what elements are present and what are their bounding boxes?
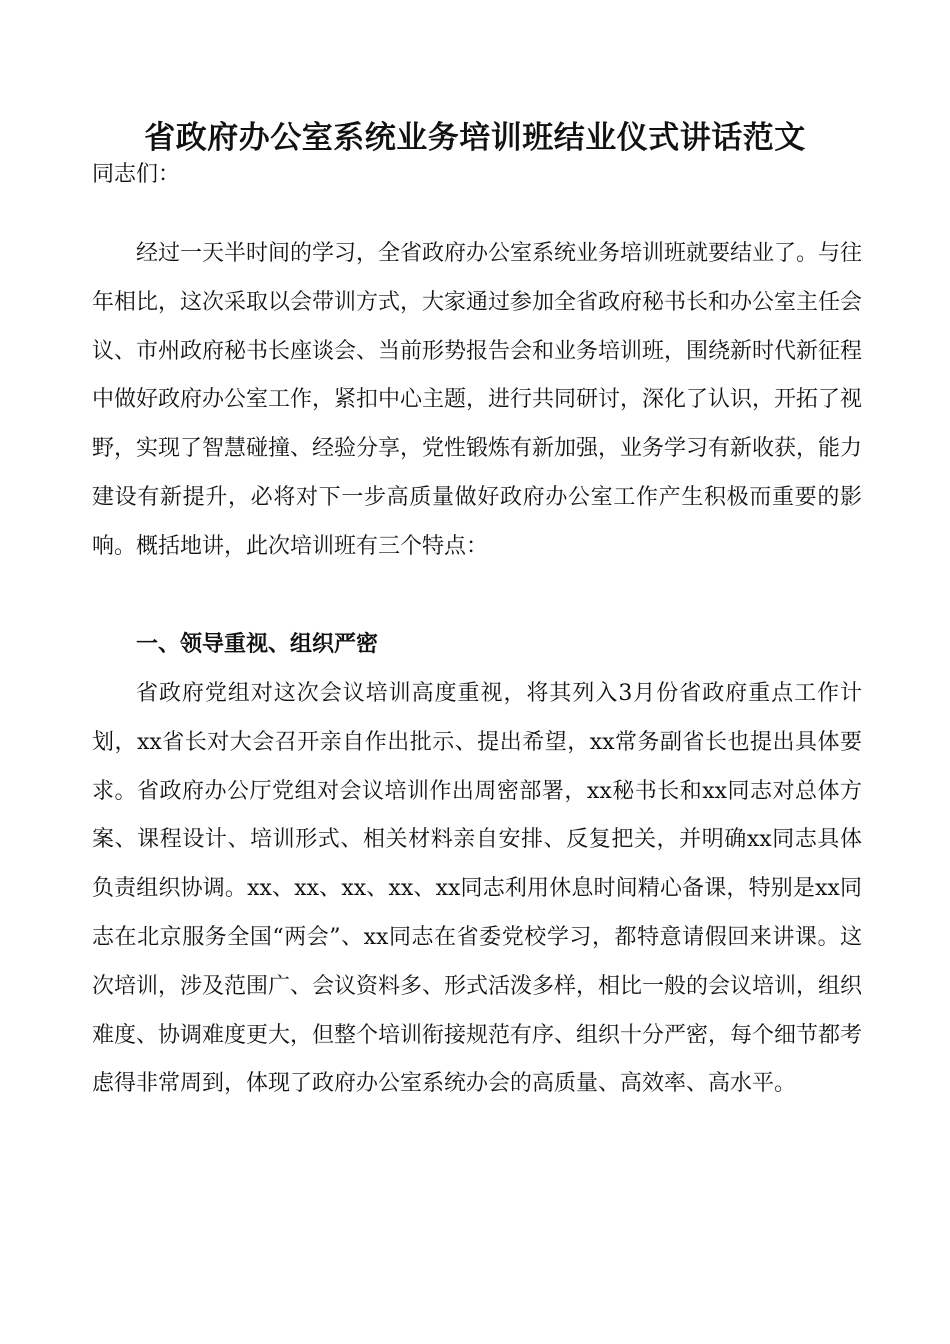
paragraph-intro: 经过一天半时间的学习，全省政府办公室系统业务培训班就要结业了。与往年相比，这次采取以会带训方式，大家通过参加全省政府秘书长和办公室主任会议、市州政府秘书长座谈会、当前形势报告会和业务培训班，围绕新时代新征程中做好政府办公室工作，紧扣中心主题，进行共同研讨，深化了认识，开拓了视野，实现了智慧碰撞、经验分享，党性锻炼有新加强，业务学习有新收获，能力建设有新提升，必将对下一步高质量做好政府办公室工作产生积极而重要的影响。概括地讲，此次培训班有三个特点： <box>92 241 863 559</box>
document-title: 省政府办公室系统业务培训班结业仪式讲话范文 <box>144 120 806 156</box>
paragraph-section-1: 省政府党组对这次会议培训高度重视，将其列入3月份省政府重点工作计划，xx省长对大会召开亲自作出批示、提出希望，xx常务副省长也提出具体要求。省政府办公厅党组对会议培训作出周密部署，xx秘书长和xx同志对总体方案、课程设计、培训形式、相关材料亲自安排、反复把关，并明确xx同志具体负责组织协调。xx、xx、xx、xx、xx同志利用休息时间精心备课，特别是xx同志在北京服务全国“两会”、xx同志在省委党校学习，都特意请假回来讲课。这次培训，涉及范围广、会议资料多、形式活泼多样，相比一般的会议培训，组织难度、协调难度更大，但整个培训衔接规范有序、组织十分严密，每个细节都考虑得非常周到，体现了政府办公室系统办会的高质量、高效率、高水平。 <box>92 681 863 1097</box>
section-heading-1: 一、领导重视、组织严密 <box>136 632 379 657</box>
salutation: 同志们： <box>92 162 181 187</box>
